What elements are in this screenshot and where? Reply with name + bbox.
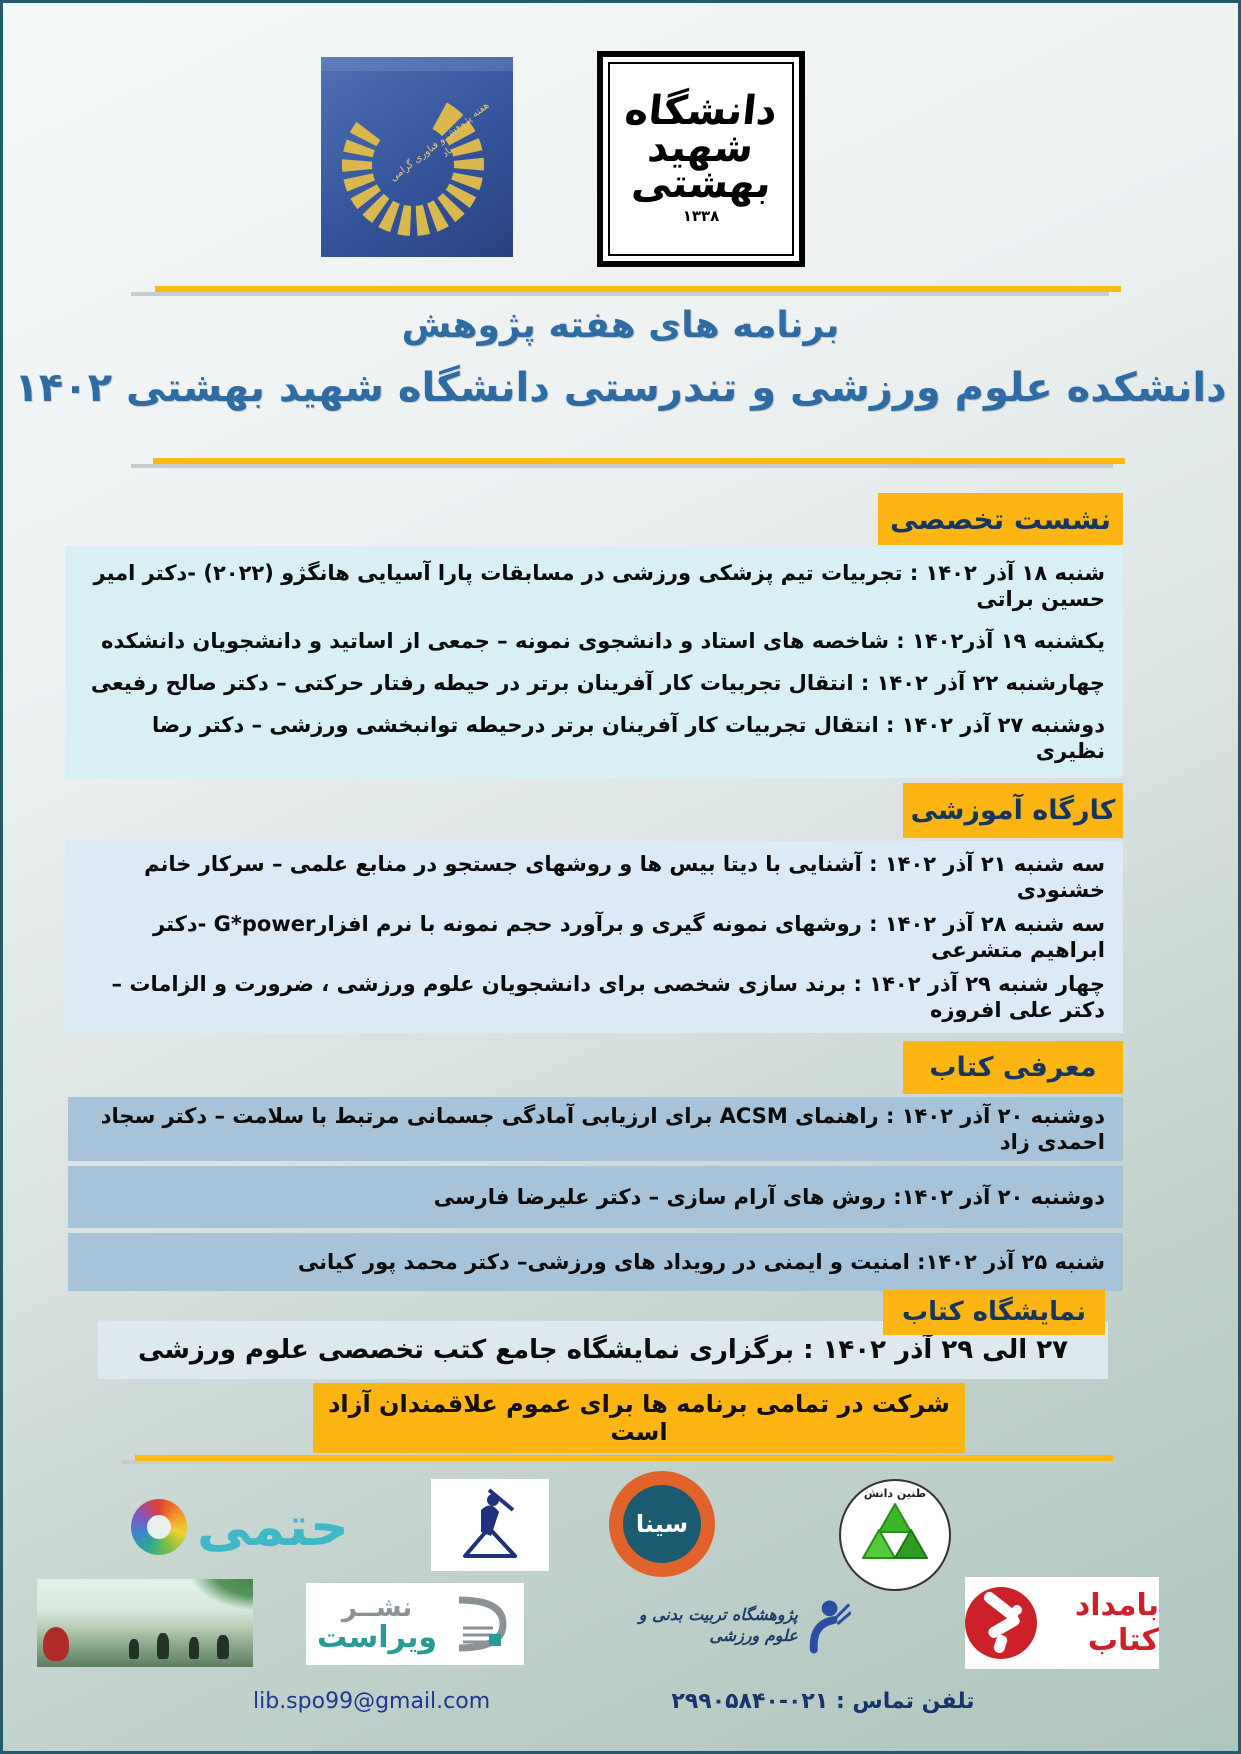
workshop-item: سه شنبه ۲۸ آذر ۱۴۰۲ : روشهای نمونه گیری و برآورد حجم نمونه با نرم افزارG*power -دکتر ابراهیم متشرعی bbox=[153, 911, 1105, 962]
virast-logo-text bbox=[316, 1592, 438, 1655]
sina-logo-label: سینا bbox=[635, 1510, 689, 1538]
book-box bbox=[68, 1097, 1123, 1161]
cyclist-silhouette-icon bbox=[129, 1639, 139, 1659]
fencer-icon bbox=[455, 1484, 525, 1566]
section-header-workshop: کارگاه آموزشی bbox=[903, 783, 1123, 838]
workshop-item: سه شنبه ۲۱ آذر ۱۴۰۲ : آشنایی با دیتا بیس ها و روشهای جستجو در منابع علمی – سرکار خانم خشنودی bbox=[144, 851, 1105, 902]
cyclist-silhouette-icon bbox=[189, 1637, 199, 1659]
book-box bbox=[68, 1166, 1123, 1228]
section-header-session: نشست تخصصی bbox=[878, 493, 1123, 545]
bamdad-runner-icon bbox=[965, 1587, 1037, 1659]
book-icon bbox=[449, 1594, 513, 1654]
virast-label-bottom: ویراست bbox=[316, 1619, 438, 1655]
sport-research-institute-label: پژوهشگاه تربیت بدنی و علوم ورزشی bbox=[638, 1605, 798, 1645]
session-item: چهارشنبه ۲۲ آذر ۱۴۰۲ : انتقال تجربیات کار آفرینان برتر در حیطه رفتار حرکتی – دکتر صالح رفیعی bbox=[90, 670, 1105, 695]
contact-email: lib.spo99@gmail.com bbox=[253, 1689, 491, 1714]
workshop-item: چهار شنبه ۲۹ آذر ۱۴۰۲ : برند سازی شخصی برای دانشجویان علوم ورزشی ، ضرورت و الزامات – دکتر علی افروزه bbox=[111, 971, 1105, 1022]
participation-banner bbox=[313, 1383, 965, 1453]
cyclist-silhouette-icon bbox=[217, 1635, 229, 1659]
university-logo-line3: بهشتی bbox=[629, 161, 773, 208]
person-swoosh-icon bbox=[806, 1596, 851, 1656]
separator-under-title bbox=[3, 458, 1238, 470]
separator-bottom bbox=[3, 1455, 1238, 1467]
red-figure-icon bbox=[43, 1627, 69, 1661]
green-trefoil-icon bbox=[859, 1500, 931, 1570]
tanin-danesh-logo bbox=[839, 1479, 951, 1591]
book-item: دوشنبه ۲۰ آذر ۱۴۰۲: روش های آرام سازی – دکتر علیرضا فارسی bbox=[433, 1184, 1105, 1209]
book-item: شنبه ۲۵ آذر ۱۴۰۲: امنیت و ایمنی در رویداد های ورزشی– دکتر محمد پور کیانی bbox=[297, 1249, 1105, 1274]
cyclist-silhouette-icon bbox=[157, 1633, 169, 1659]
participation-banner-text: شرکت در تمامی برنامه ها برای عموم علاقمندان آزاد است bbox=[328, 1390, 950, 1446]
fencer-publisher-logo bbox=[431, 1479, 549, 1571]
university-logo-year: ۱۳۳۸ bbox=[682, 207, 720, 226]
sport-research-institute-logo bbox=[631, 1589, 851, 1663]
hatmi-publisher-logo bbox=[131, 1495, 349, 1559]
session-box bbox=[65, 546, 1123, 778]
bamdad-ketab-label: بامداد کتاب bbox=[1074, 1588, 1159, 1658]
palm-leaves-icon bbox=[189, 1579, 253, 1611]
virast-label-top: نشــر bbox=[341, 1592, 413, 1623]
session-item: یکشنبه ۱۹ آذر۱۴۰۲ : شاخصه های استاد و دانشجوی نمونه – جمعی از اساتید و دانشجویان دانشکده bbox=[101, 628, 1105, 653]
bamdad-ketab-logo bbox=[965, 1577, 1159, 1669]
session-item: شنبه ۱۸ آذر ۱۴۰۲ : تجربیات تیم پزشکی ورزشی در مسابقات پارا آسیایی هانگژو (۲۰۲۲) -دکتر امیر حسین براتی bbox=[93, 560, 1105, 612]
section-header-books: معرفی کتاب bbox=[903, 1041, 1123, 1094]
tanin-danesh-label: طنین دانش bbox=[863, 1487, 927, 1500]
virast-publisher-logo bbox=[306, 1583, 524, 1665]
section-header-exhibition: نمایشگاه کتاب bbox=[883, 1289, 1105, 1335]
workshop-box bbox=[65, 841, 1123, 1033]
research-week-logo bbox=[321, 57, 513, 257]
contact-phone: تلفن تماس : ۰۲۱-۲۹۹۰۵۸۴۰ bbox=[671, 1689, 975, 1714]
poster-title-line1: برنامه های هفته پژوهش bbox=[401, 305, 840, 346]
color-burst-icon bbox=[131, 1499, 187, 1555]
hatmi-logo-label: حتمی bbox=[197, 1495, 349, 1558]
book-item: دوشنبه ۲۰ آذر ۱۴۰۲ : راهنمای ACSM برای ارزیابی آمادگی جسمانی مرتبط با سلامت – دکتر سجاد احمدی زاد bbox=[100, 1103, 1105, 1154]
poster-title-line2: دانشکده علوم ورزشی و تندرستی دانشگاه شهید بهشتی ۱۴۰۲ bbox=[14, 365, 1227, 411]
session-item: دوشنبه ۲۷ آذر ۱۴۰۲ : انتقال تجربیات کار آفرینان برتر درحیطه توانبخشی ورزشی – دکتر رضا نظیری bbox=[152, 712, 1105, 763]
exhibition-item: ۲۷ الی ۲۹ آذر ۱۴۰۲ : برگزاری نمایشگاه جامع کتب تخصصی علوم ورزشی bbox=[138, 1335, 1068, 1365]
separator-top bbox=[3, 286, 1238, 298]
nature-photo-logo bbox=[37, 1579, 253, 1667]
university-logo-line2: شهید bbox=[646, 124, 757, 171]
book-box bbox=[68, 1233, 1123, 1291]
research-week-caption: هفته پژوهش و فناوری گرامی باد bbox=[388, 99, 492, 185]
university-logo bbox=[597, 51, 805, 267]
university-logo-line1: دانشگاه bbox=[622, 87, 780, 134]
sina-publisher-logo bbox=[609, 1471, 715, 1577]
